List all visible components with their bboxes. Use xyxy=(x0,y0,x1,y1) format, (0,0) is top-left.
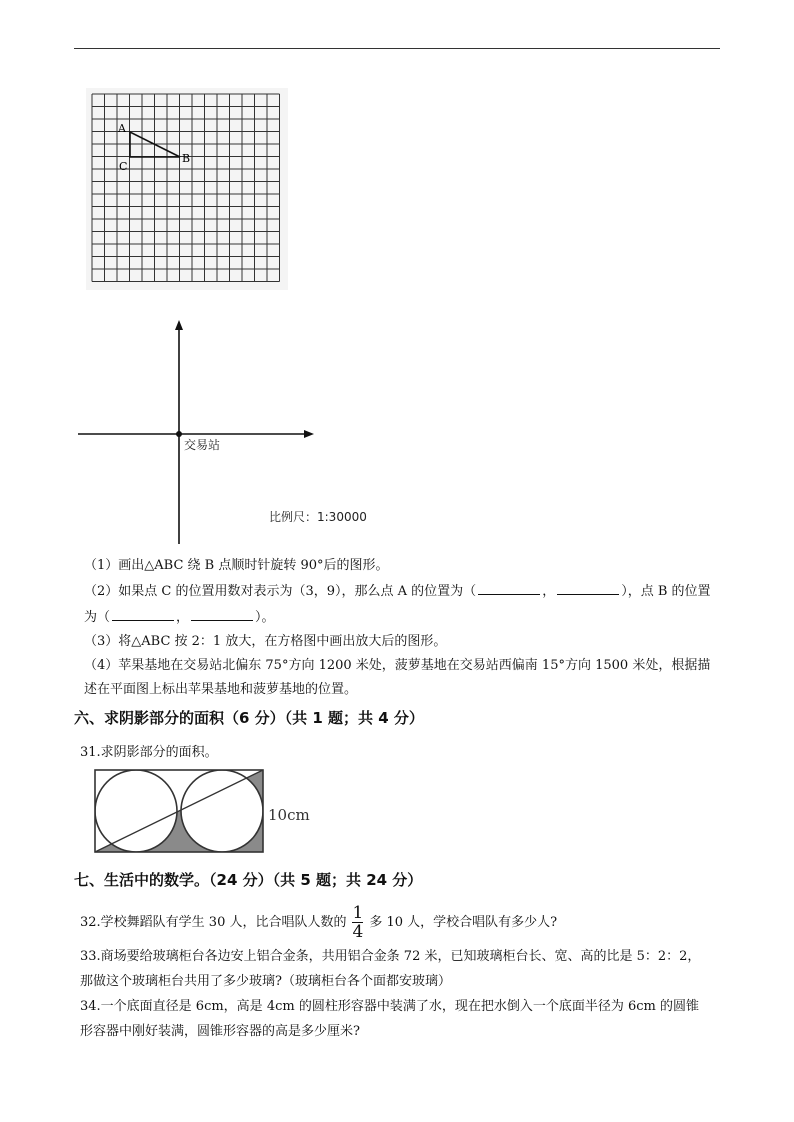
q34-line1: 34.一个底面直径是 6cm，高是 4cm 的圆柱形容器中装满了水，现在把水倒入一个底面半径为 6cm 的圆锥 xyxy=(80,999,699,1014)
label-c: C xyxy=(119,160,128,173)
fraction-one-quarter xyxy=(352,904,363,941)
q30-sub2-text-b: ），点 B 的位置 xyxy=(621,584,711,599)
q32-text-pre: 32.学校舞蹈队有学生 30 人，比合唱队人数的 xyxy=(80,915,347,930)
label-b: B xyxy=(182,152,191,165)
q30-sub2-line1 xyxy=(84,582,711,602)
label-a: A xyxy=(118,122,126,135)
answer-blank[interactable] xyxy=(191,608,253,621)
q30-sub2-comma: ， xyxy=(176,610,190,625)
right-circle xyxy=(181,770,263,852)
grid-figure xyxy=(86,88,288,290)
q32 xyxy=(80,904,557,941)
fraction-numerator: 1 xyxy=(352,903,364,923)
q30-sub3: （3）将△ABC 按 2：1 放大，在方格图中画出放大后的图形。 xyxy=(84,634,447,649)
east-arrow-icon xyxy=(304,430,314,438)
dimension-label: 10cm xyxy=(268,806,310,824)
north-arrow-icon xyxy=(175,320,183,330)
map-figure xyxy=(74,318,404,550)
q30-sub2-comma: ， xyxy=(542,584,556,599)
q34-line2: 形容器中刚好装满，圆锥形容器的高是多少厘米? xyxy=(80,1024,360,1039)
q33-line1: 33.商场要给玻璃柜台各边安上铝合金条，共用铝合金条 72 米，已知玻璃柜台长、宽、高的比是 5：2：2， xyxy=(80,949,701,964)
q31-text: 31.求阴影部分的面积。 xyxy=(80,745,218,760)
q30-sub2-text-d: ）。 xyxy=(255,610,275,625)
scale-label: 比例尺：1:30000 xyxy=(269,510,367,524)
q32-text-post: 多 10 人，学校合唱队有多少人? xyxy=(369,915,558,930)
answer-blank[interactable] xyxy=(112,608,174,621)
section7-title: 七、生活中的数学。（24 分）（共 5 题；共 24 分） xyxy=(74,871,423,889)
grid-paper xyxy=(86,88,288,290)
q30-sub2-text-c: 为（ xyxy=(84,610,111,625)
q30-sub2-text-a: （2）如果点 C 的位置用数对表示为（3，9），那么点 A 的位置为（ xyxy=(84,584,477,599)
answer-blank[interactable] xyxy=(557,582,619,595)
left-circle xyxy=(95,770,177,852)
section6-title: 六、求阴影部分的面积（6 分）（共 1 题；共 4 分） xyxy=(74,709,424,727)
q30-sub4-line2: 述在平面图上标出苹果基地和菠萝基地的位置。 xyxy=(84,682,358,697)
q33-line2: 那做这个玻璃柜台共用了多少玻璃?（玻璃柜台各个面都安玻璃） xyxy=(80,974,451,989)
answer-blank[interactable] xyxy=(478,582,540,595)
header-rule xyxy=(74,48,720,49)
q30-sub2-line2 xyxy=(84,608,275,628)
fraction-denominator: 4 xyxy=(352,922,364,942)
station-point xyxy=(176,431,182,437)
station-label: 交易站 xyxy=(184,438,221,452)
shaded-area-figure xyxy=(90,768,330,858)
q30-sub4-line1: （4）苹果基地在交易站北偏东 75°方向 1200 米处，菠萝基地在交易站西偏南 15°方向 1500 米处，根据描 xyxy=(84,658,711,673)
q30-sub1: （1）画出△ABC 绕 B 点顺时针旋转 90°后的图形。 xyxy=(84,558,389,573)
